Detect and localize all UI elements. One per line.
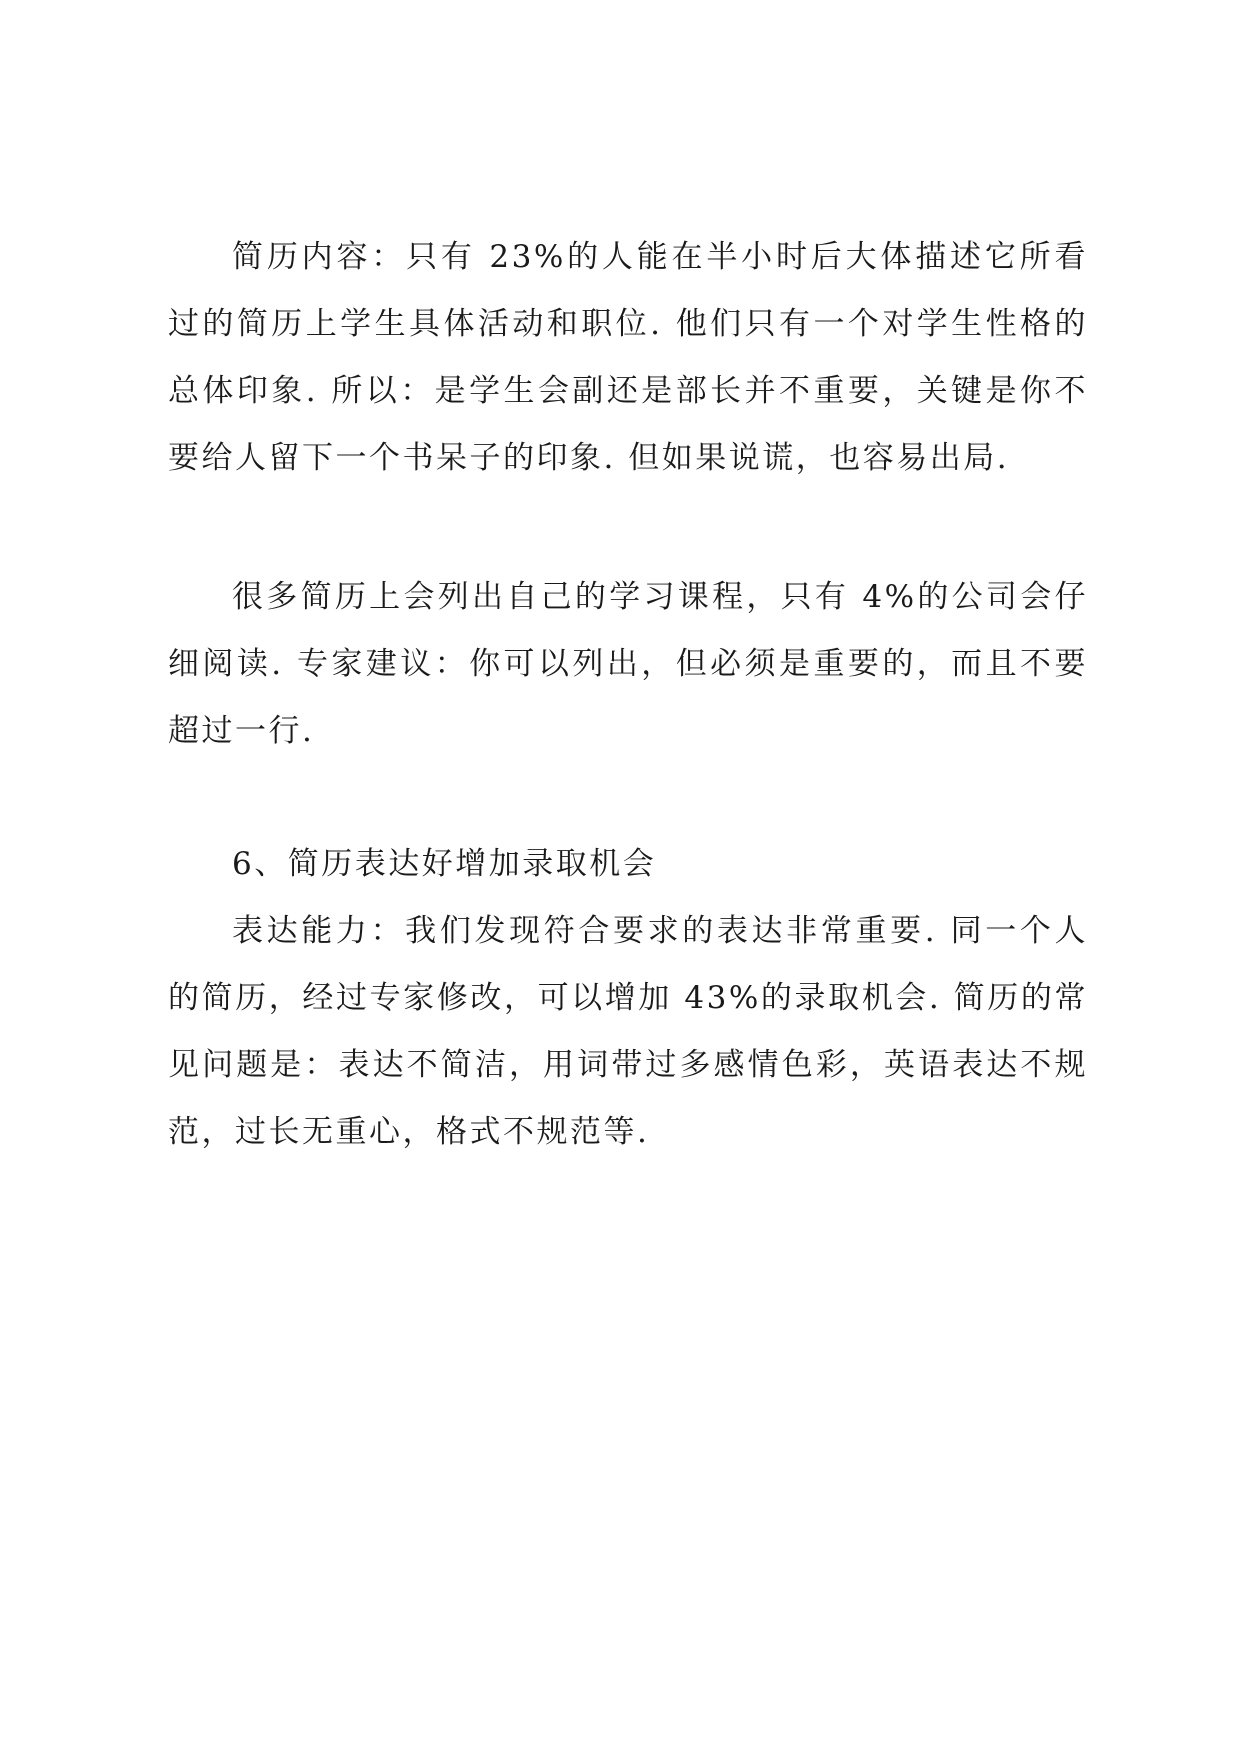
paragraph-expression-ability: 表达能力：我们发现符合要求的表达非常重要. 同一个人的简历，经过专家修改，可以增加 43%的录取机会. 简历的常见问题是：表达不简洁，用词带过多感情色彩，英语表达不规范，过长无重心，格式不规范等. bbox=[168, 913, 1088, 1150]
paragraph-resume-content: 简历内容：只有 23%的人能在半小时后大体描述它所看过的简历上学生具体活动和职位. 他们只有一个对学生性格的总体印象. 所以：是学生会副还是部长并不重要，关键是你不要给人留下一个书呆子的印象. 但如果说谎，也容易出局. bbox=[168, 239, 1088, 476]
paragraph-course-list: 很多简历上会列出自己的学习课程，只有 4%的公司会仔细阅读. 专家建议：你可以列出，但必须是重要的，而且不要超过一行. bbox=[168, 579, 1088, 749]
document-body bbox=[168, 224, 1088, 1166]
paragraph-spacer bbox=[168, 765, 1088, 831]
section-heading: 6、简历表达好增加录取机会 bbox=[232, 846, 657, 882]
paragraph-spacer bbox=[168, 492, 1088, 564]
